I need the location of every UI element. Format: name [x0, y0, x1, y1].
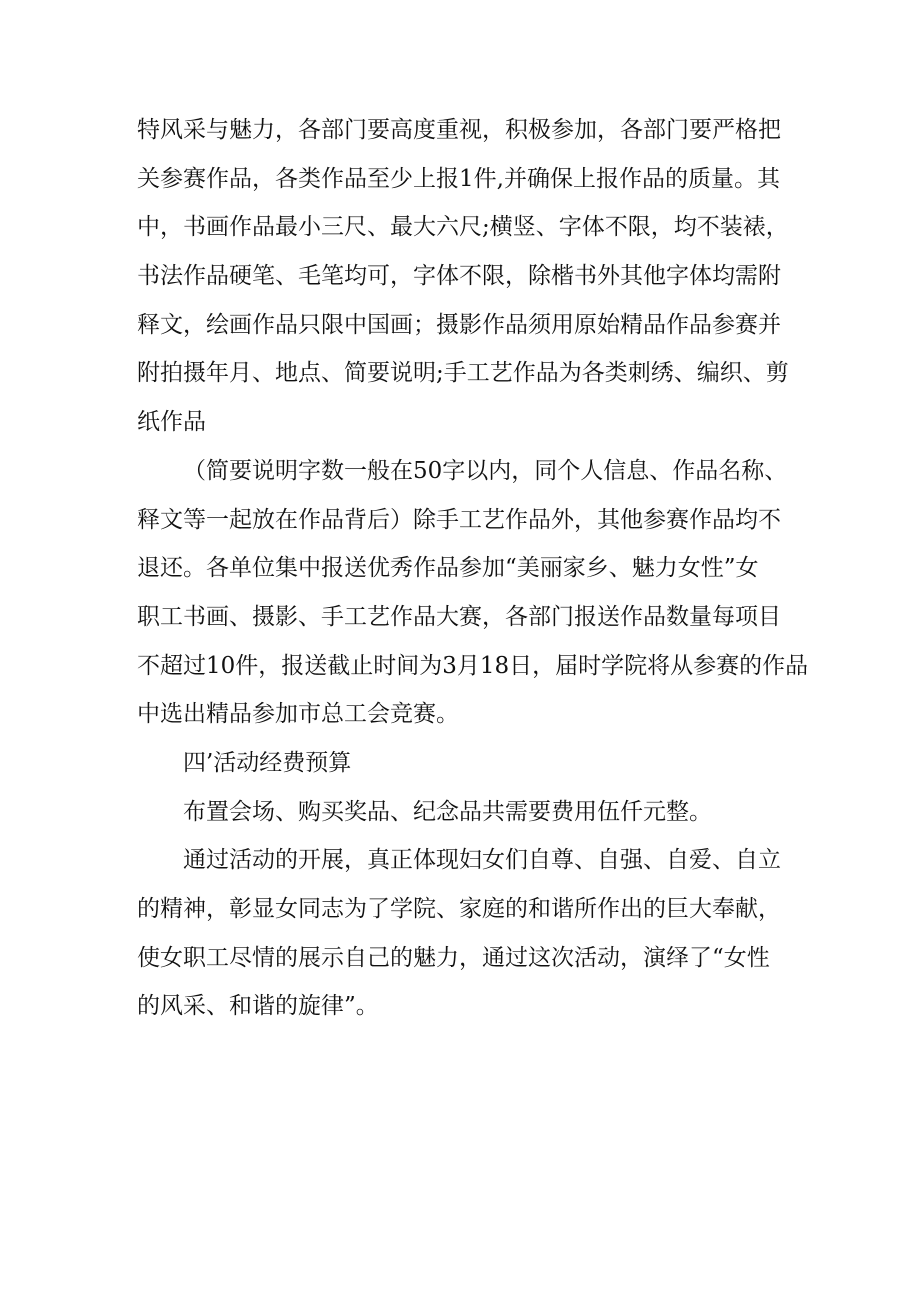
- text-line: 中，书画作品最小三尺、最大六尺;横竖、字体不限，均不装裱，: [137, 214, 789, 241]
- text-line: 布置会场、购买奖品、纪念品共需要费用伍仟元整。: [183, 798, 712, 825]
- text-line: 使女职工尽情的展示自己的魅力，通过这次活动，演绎了“女性: [137, 944, 770, 971]
- text-line: 职工书画、摄影、手工艺作品大赛，各部门报送作品数量每项目: [137, 603, 781, 630]
- text-line: 书法作品硬笔、毛笔均可，字体不限，除楷书外其他字体均需附: [137, 263, 781, 290]
- text-line: 的精神，彰显女同志为了学院、家庭的和谐所作出的巨大奉献，: [137, 896, 781, 922]
- text-line: 附拍摄年月、地点、简要说明;手工艺作品为各类刺绣、编织、剪: [137, 360, 789, 387]
- text-line: 的风采、和谐的旋律”。: [137, 993, 379, 1020]
- section-heading-budget: [137, 739, 802, 788]
- text-line: 释文，绘画作品只限中国画；摄影作品须用原始精品作品参赛并: [137, 311, 781, 338]
- text-line: 特风采与魅力，各部门要高度重视，积极参加，各部门要严格把: [137, 117, 781, 143]
- text-line: 纸作品: [137, 409, 206, 436]
- text-line: 释文等一起放在作品背后）除手工艺作品外，其他参赛作品均不: [137, 506, 781, 533]
- text-line: 中选出精品参加市总工会竞赛。: [137, 701, 459, 728]
- paragraph-continuation: [137, 106, 802, 447]
- paragraph-submission-rules: [137, 447, 809, 739]
- document-body: [137, 106, 809, 1031]
- text-line: 退还。各单位集中报送优秀作品参加“美丽家乡、魅力女性”女: [137, 555, 759, 582]
- text-line: 通过活动的开展，真正体现妇女们自尊、自强、自爱、自立: [183, 847, 781, 874]
- paragraph-conclusion: [137, 836, 802, 1031]
- heading-text: 四’活动经费预算: [183, 749, 352, 776]
- text-line: 关参赛作品，各类作品至少上报1件,并确保上报作品的质量。其: [137, 165, 780, 192]
- paragraph-budget: [137, 788, 802, 837]
- text-line: 不超过10件，报送截止时间为3月18日，届时学院将从参赛的作品: [137, 652, 809, 679]
- text-line: （简要说明字数一般在50字以内，同个人信息、作品名称、: [183, 457, 788, 484]
